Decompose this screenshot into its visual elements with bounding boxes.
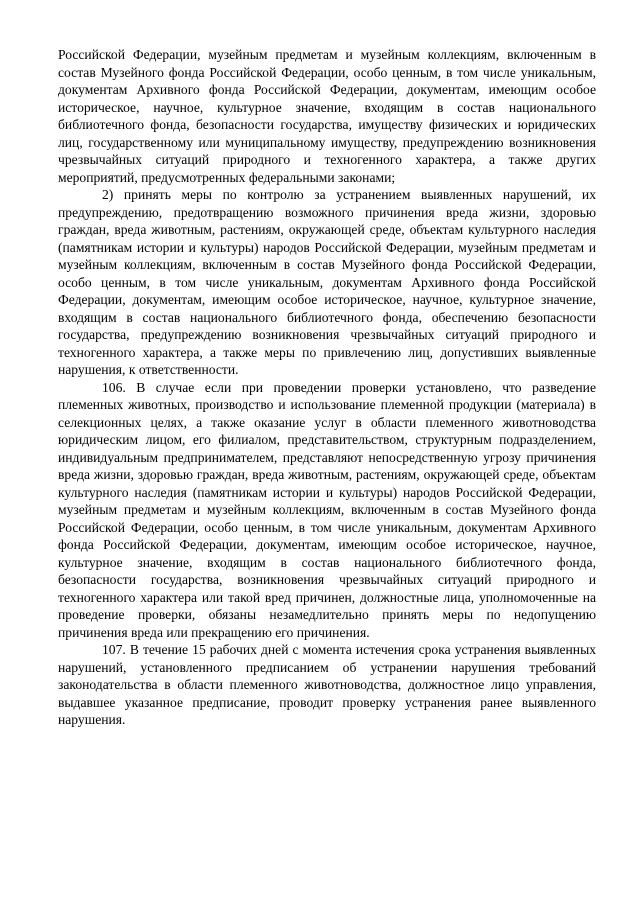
paragraph-item-2: 2) принять меры по контролю за устранением выявленных нарушений, их предупреждению, предотвращению возможного причинения вреда жизни, здоровью граждан, вреда животным, растениям, окружающей среде, объектам культурного наследия (памятникам истории и культуры) народов Российской Федерации, музейным предметам и музейным коллекциям, включенным в состав Музейного фонда Российской Федерации, особо ценным, в том числе уникальным, документам Архивного фонда Российской Федерации, документам, имеющим особое историческое, научное, культурное значение, входящим в состав национального библиотечного фонда, обеспечению безопасности государства, предупреждению возникновения чрезвычайных ситуаций природного и техногенного характера, а также меры по привлечению лиц, допустивших выявленные нарушения, к ответственности. xyxy=(58,187,596,377)
paragraph-continuation: Российской Федерации, музейным предметам и музейным коллекциям, включенным в состав Музейного фонда Российской Федерации, особо ценным, в том числе уникальным, документам Архивного фонда Российской Федерации, документам, имеющим особое историческое, научное, культурное значение, входящим в состав национального библиотечного фонда, безопасности государства, имуществу физических и юридических лиц, государственному или муниципальному имуществу, предупреждению возникновения чрезвычайных ситуаций природного и техногенного характера, а также других мероприятий, предусмотренных федеральными законами; xyxy=(58,47,596,185)
paragraph-clause-107: 107. В течение 15 рабочих дней с момента истечения срока устранения выявленных нарушений, установленного предписанием об устранении нарушения требований законодательства в области племенного животноводства, должностное лицо управления, выдавшее указанное предписание, проводит проверку устранения ранее выявленного нарушения. xyxy=(58,642,596,727)
paragraph-clause-106: 106. В случае если при проведении проверки установлено, что разведение племенных животных, производство и использование племенной продукции (материала) в селекционных целях, а также оказание услуг в области племенного животноводства юридическим лицом, его филиалом, представительством, структурным подразделением, индивидуальным предпринимателем, представляют непосредственную угрозу причинения вреда жизни, здоровью граждан, вреда животным, растениям, окружающей среде, объектам культурного наследия (памятникам истории и культуры) народов Российской Федерации, музейным предметам и музейным коллекциям, включенным в состав Музейного фонда Российской Федерации, особо ценным, в том числе уникальным, документам Архивного фонда Российской Федерации, документам, имеющим особое историческое, научное, культурное значение, входящим в состав национального библиотечного фонда, безопасности государства, возникновения чрезвычайных ситуаций природного и техногенного характера или такой вред причинен, должностные лица, уполномоченные на проведение проверки, обязаны незамедлительно принять меры по недопущению причинения вреда или прекращению его причинения. xyxy=(58,379,596,640)
document-body xyxy=(58,46,596,729)
